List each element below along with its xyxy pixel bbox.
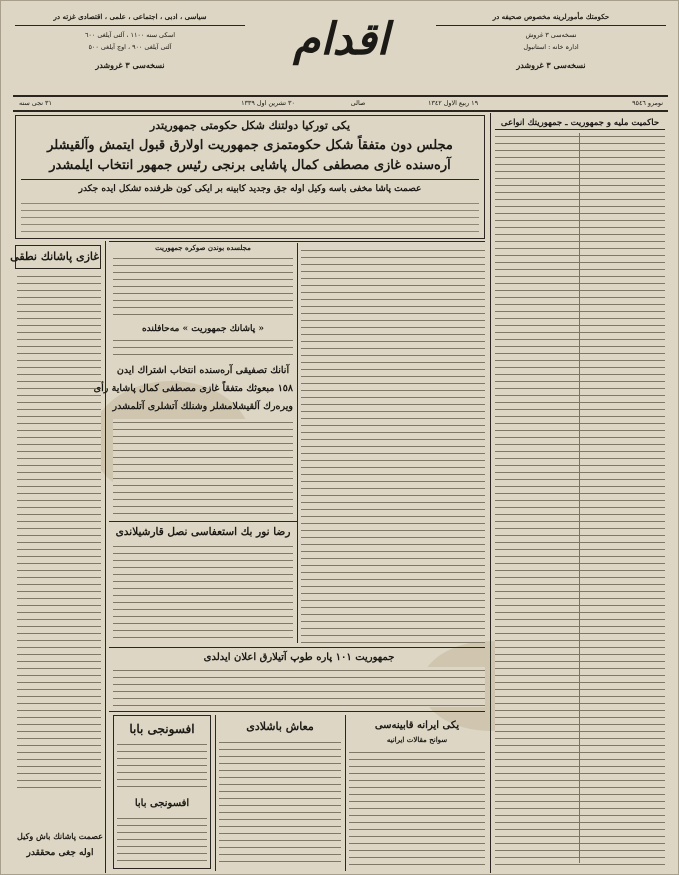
dateline-hijri: ١٩ ربيع الاول ١٣٤٢ [427,99,479,107]
lead-body-text [21,199,479,235]
pension-body [219,739,341,867]
big-headline-1: آنانك تصفيقى آره‌سنده انتخاب اشتراك ايدن [116,365,290,376]
masthead-right-copy-price: نسخه‌سى ٣ غروشدر [516,60,586,70]
left-bottom-headline: عصمت پاشانك باش وكيل [17,831,103,841]
masthead-left-price: اسكى سنه ١١٠٠ ، آلتى آيلغى ٦٠٠ [84,31,176,39]
big-headline-2: ١٥٨ مبعوثك متفقاً غازى مصطفى كمال پاشاية رأى [93,383,293,394]
masthead-left-price-2: آلتى آيلغى ٩٠٠ ، اوچ آيلغى ٥٠٠ [88,43,172,51]
ad-subtitle: افسونجى بابا [134,798,190,809]
lower-headline: جمهوريت ١٠١ پاره طوپ آتيلارق اعلان ايدلدى [203,652,395,663]
center-body-bottom [113,667,485,707]
lead-headline-2: آره‌سنده غازى مصطفى كمال پاشايى برنجى رئيس جمهور انتخاب ايلمشدر [49,158,451,173]
center-body-lower [113,419,293,519]
ad-body-2 [117,815,207,865]
pasha-headline: « پاشانك جمهوريت » مه‌حافلنده [141,324,265,334]
big-headline-3: ويره‌رك آلقيشلامشلر وشنلك آتشلرى آتلمشدر [112,401,293,412]
center-body-section [113,543,293,643]
left-column-headline: غازى پاشانك نطقى [10,250,99,263]
masthead [11,7,670,93]
masthead-right-note: حكومتك مأمورلرينه مخصوص صحيفه در [492,12,610,21]
section-headline: رضا نور بك استعفاسى نصل قارشيلاندى [115,526,291,538]
dateline-issue: نومرو ٩٥٤٦ [632,99,663,107]
masthead-title: اقدام [293,14,389,65]
lead-kicker: يكى تورکيا دولتنك شكل حكومتى جمهوريتدر [149,119,351,132]
dateline [13,97,668,109]
pension-headline: معاش باشلادى [246,720,314,733]
left-column-body [17,273,101,793]
masthead-right-price: نسخه‌سى ٣ غروش [525,31,577,39]
masthead-left-copy-price: نسخه‌سى ٣ غروشدر [95,60,165,70]
dateline-rumi: ٣٠ تشرين اول ١٣٣٩ [241,99,295,107]
right-column-body [495,133,665,865]
masthead-right-address: ادارہ خانه : استانبول [523,43,579,51]
dateline-weekday: صالى [350,99,366,107]
iran-cabinet-body [349,749,485,867]
left-bottom-headline-2: اوله جغى محققدر [26,848,94,858]
iran-cabinet-subhead: سوانح مقالات ايرانيه [386,735,448,744]
center-body-top-right [301,247,485,643]
dateline-year: ٣١ نجى سنه [19,99,52,107]
ad-body [117,741,207,791]
masthead-left-note: سياسى ، ادبى ، اجتماعى ، علمى ، اقتصادى غزته در [53,12,207,21]
center-body-mid [113,337,293,359]
ad-title: افسونجى بابا [129,722,195,736]
lead-headline-3: عصمت پاشا مخفى باسه وكيل اوله جق وجديد كابينه بر ايكى كون ظرفنده تشكل ايده جكدر [78,184,422,194]
right-column-headline: حاكميت مليه و جمهوريت ـ جمهوريتك انواعى [495,117,665,130]
iran-cabinet-headline: يكى ايرانه قابينه‌سى [374,720,460,731]
center-body-top-left [113,255,293,319]
center-subhead: مجلسده بوندن صوكره جمهوريت [155,243,251,252]
lead-headline-1: مجلس دون متفقاً شكل حكومتمزى جمهوريت اولارق قبول ايتمش وآلقيشلر [47,138,453,153]
